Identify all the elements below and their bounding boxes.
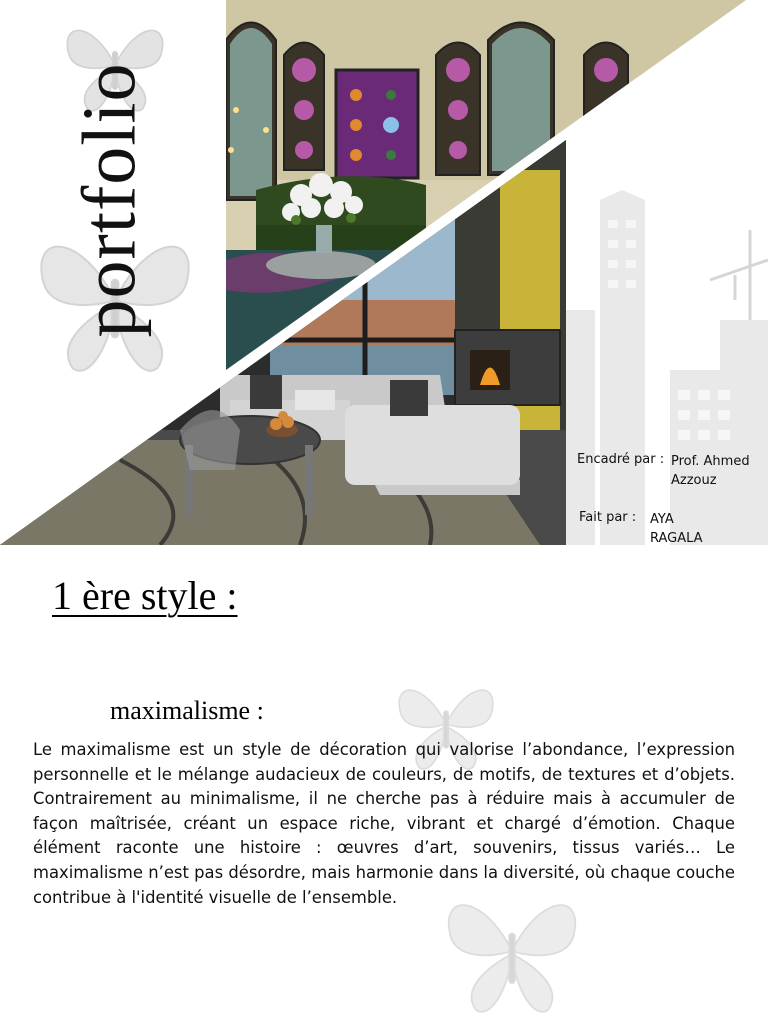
supervisor-label: Encadré par : [577,452,665,467]
style-subheading: maximalisme : [110,696,264,725]
author-label: Fait par : [579,510,637,525]
section-heading: 1 ère style : [52,573,238,618]
city-skyline-graphic [560,190,768,545]
portfolio-title-text: portfolio [67,62,152,338]
style-description: Le maximalisme est un style de décoration qui valorise l’abondance, l’expression personnelle et le mélange audacieux de couleurs, de motifs, de textures et d’objets. Contrairement au minimalisme, il ne cherche pas à réduire mais à accumuler de façon maîtrisée, créant un espace riche, vibrant et chargé d’émotion. Chaque élément raconte une histoire : œuvres d’art, souvenirs, tissus variés… Le maximalisme n’est pas désordre, mais harmonie dans la diversité, où chaque couche contribue à l'identité visuelle de l’ensemble. [33,740,735,907]
author-name: AYA RAGALA [650,512,703,546]
supervisor-name: Prof. Ahmed Azzouz [671,454,750,488]
portfolio-title [0,0,230,380]
